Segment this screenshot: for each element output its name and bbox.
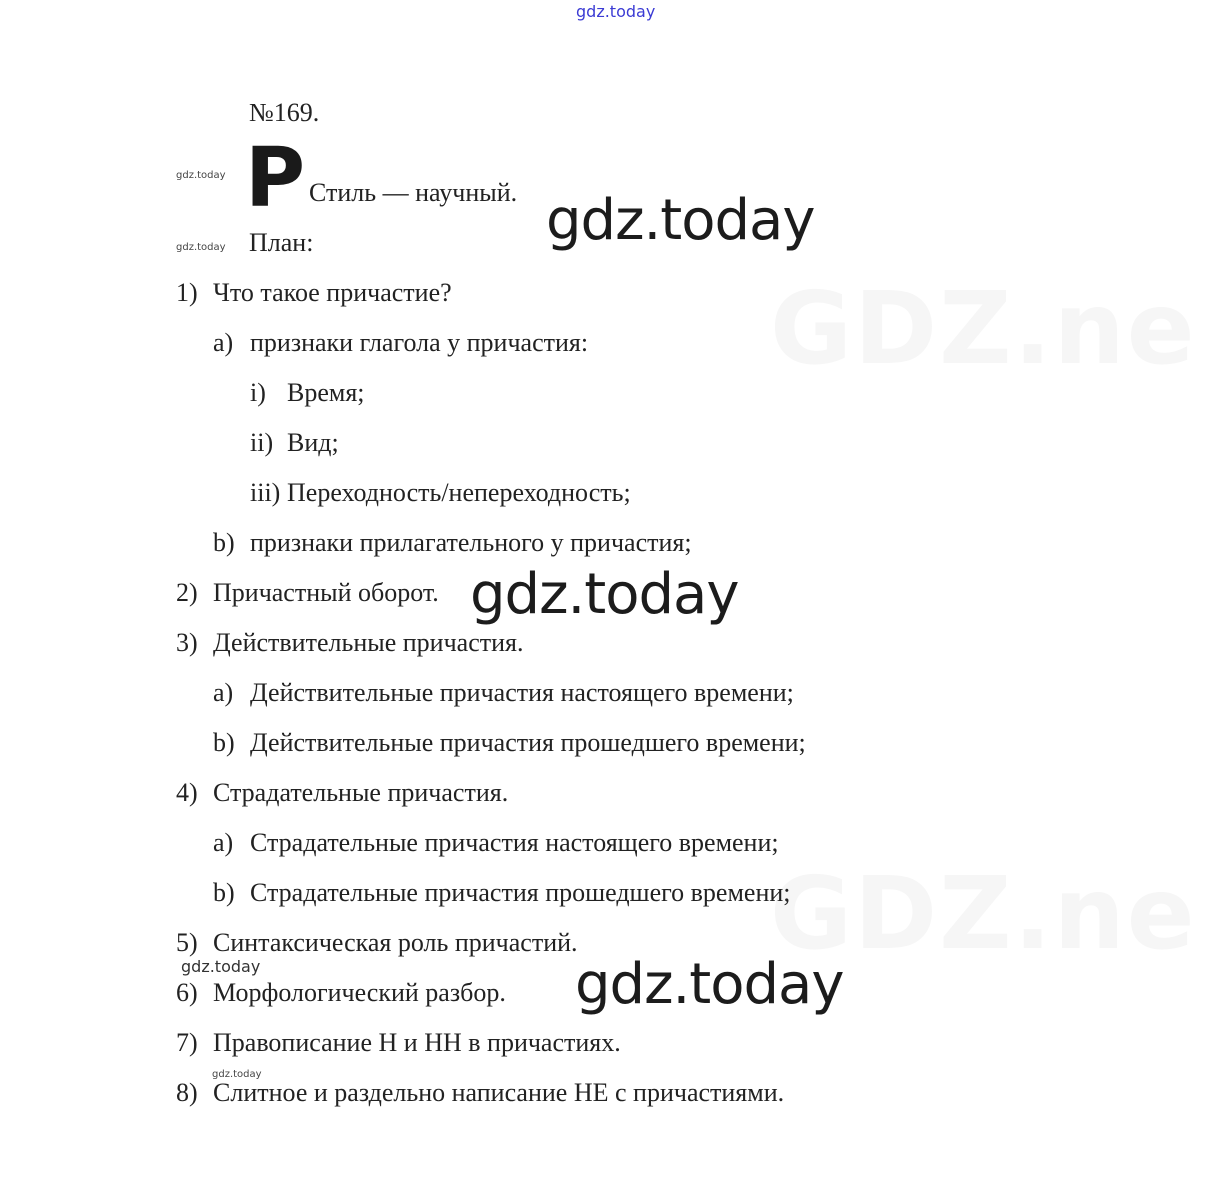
item-marker: b) (213, 528, 235, 557)
item-text: Вид; (287, 428, 339, 457)
item-marker: 8) (176, 1078, 198, 1107)
item-text: Действительные причастия. (213, 628, 524, 657)
item-text: Правописание Н и НН в причастиях. (213, 1028, 621, 1057)
exercise-number: №169. (249, 98, 320, 127)
item-text: Время; (287, 378, 365, 407)
item-marker: 1) (176, 278, 198, 307)
item-text: Морфологический разбор. (213, 978, 506, 1007)
item-text: Синтаксическая роль причастий. (213, 928, 578, 957)
list-item (176, 578, 439, 608)
list-item (176, 778, 508, 808)
small-watermark: gdz.today (212, 1069, 262, 1080)
item-marker: a) (213, 828, 234, 857)
small-watermark: gdz.today (176, 170, 226, 181)
background-watermark: GDZ.ne (770, 855, 1197, 972)
item-text: признаки глагола у причастия: (250, 328, 589, 357)
item-marker: 2) (176, 578, 198, 607)
item-text: Действительные причастия настоящего времени; (250, 678, 794, 707)
list-item (213, 728, 806, 758)
list-item (250, 428, 339, 458)
item-text: Страдательные причастия прошедшего времени; (250, 878, 791, 907)
item-text: Что такое причастие? (213, 278, 452, 307)
big-watermark: gdz.today (546, 188, 815, 253)
list-item (176, 1078, 784, 1108)
style-line: Стиль — научный. (309, 178, 518, 207)
item-marker: 4) (176, 778, 198, 807)
list-item (176, 978, 506, 1008)
item-text: Действительные причастия прошедшего времени; (250, 728, 806, 757)
medium-watermark: gdz.today (181, 957, 261, 976)
big-watermark: gdz.today (470, 562, 739, 627)
list-item (250, 478, 631, 508)
item-marker: a) (213, 678, 234, 707)
item-text: признаки прилагательного у причастия; (250, 528, 692, 557)
small-watermark: gdz.today (176, 242, 226, 253)
item-marker: 7) (176, 1028, 198, 1057)
item-text: Страдательные причастия. (213, 778, 509, 807)
list-item (250, 378, 365, 408)
item-marker: ii) (250, 428, 274, 457)
item-marker: 6) (176, 978, 198, 1007)
item-marker: 5) (176, 928, 198, 957)
item-marker: b) (213, 728, 235, 757)
item-marker: iii) (250, 478, 281, 507)
top-watermark: gdz.today (576, 2, 656, 21)
big-watermark: gdz.today (575, 952, 844, 1017)
item-marker: i) (250, 378, 266, 407)
list-item (176, 278, 452, 308)
item-text: Слитное и раздельно написание НЕ с причастиями. (213, 1078, 785, 1107)
item-marker: b) (213, 878, 235, 907)
item-text: Причастный оборот. (213, 578, 439, 607)
drop-letter-logo: Р (245, 131, 306, 226)
item-text: Страдательные причастия настоящего времени; (250, 828, 779, 857)
list-item (213, 328, 588, 358)
item-marker: 3) (176, 628, 198, 657)
item-text: Переходность/непереходность; (287, 478, 631, 507)
list-item (176, 1028, 621, 1058)
plan-label: План: (249, 228, 314, 257)
list-item (176, 628, 523, 658)
list-item (176, 928, 578, 958)
list-item (213, 828, 779, 858)
background-watermark: GDZ.ne (770, 270, 1197, 387)
list-item (213, 878, 791, 908)
list-item (213, 678, 794, 708)
item-marker: a) (213, 328, 234, 357)
list-item (213, 528, 692, 558)
